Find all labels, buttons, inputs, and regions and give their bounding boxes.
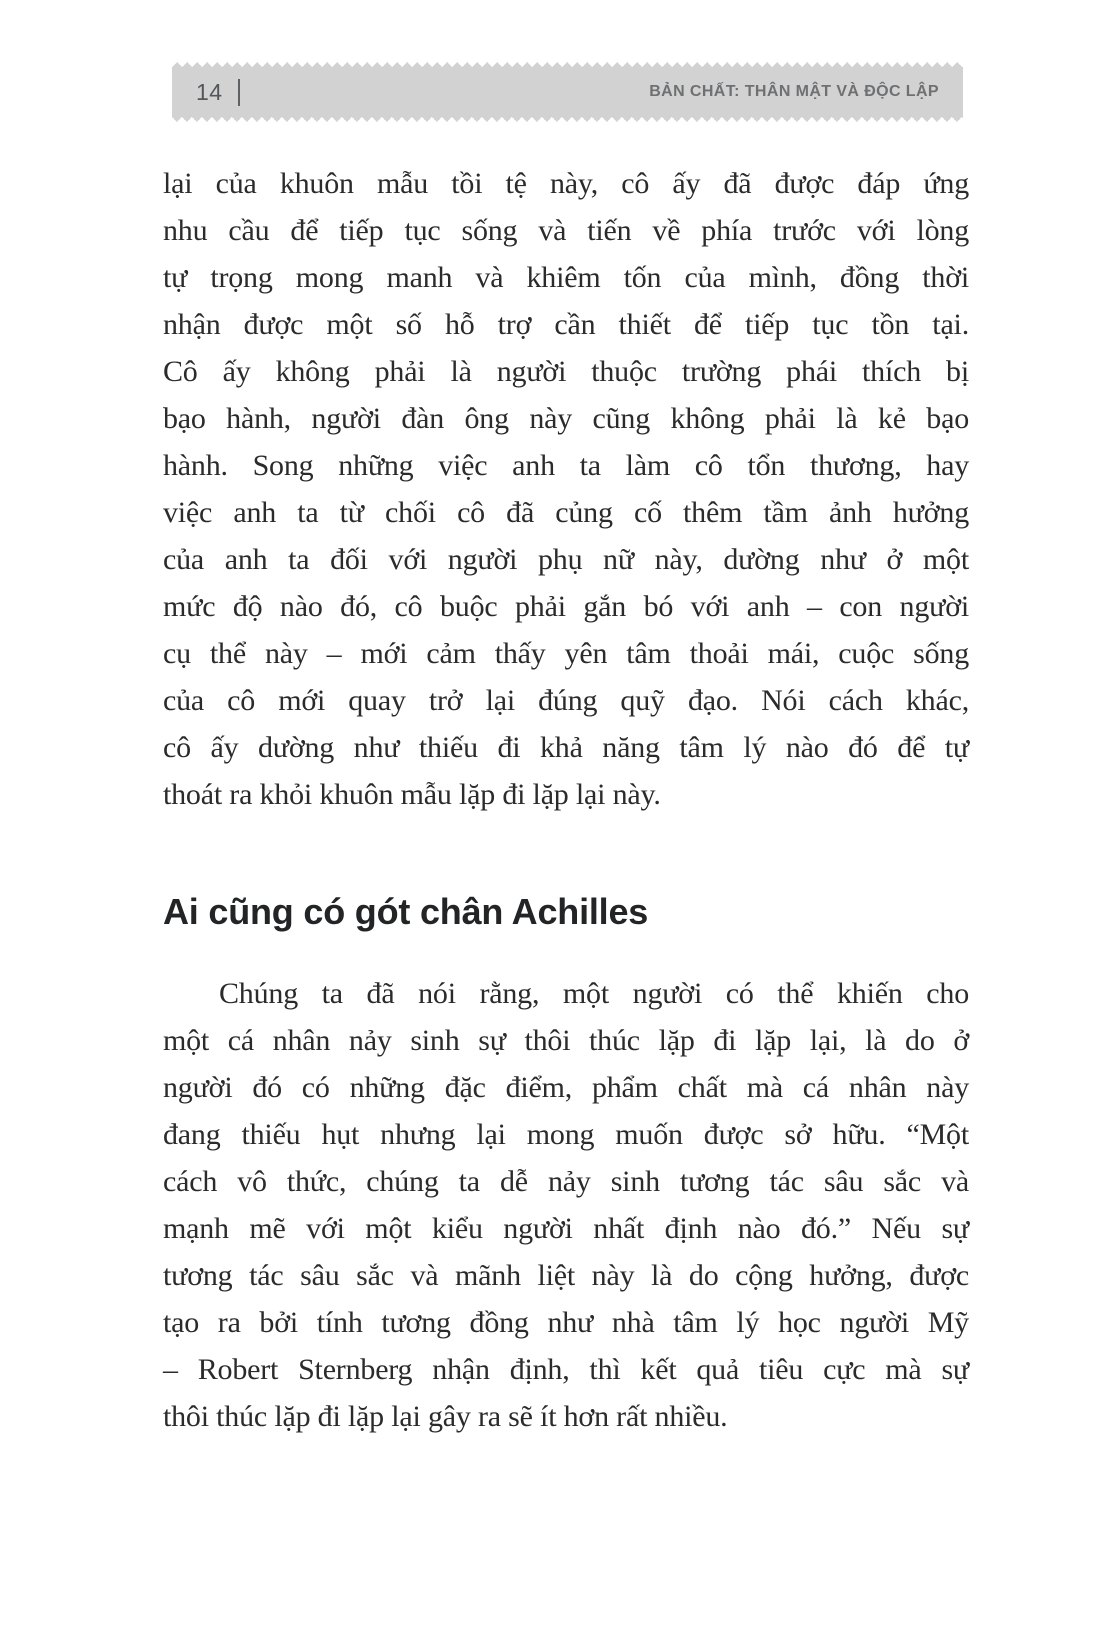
- running-title: BẢN CHẤT: THÂN MẬT VÀ ĐỘC LẬP: [649, 83, 939, 100]
- header-banner: [172, 67, 963, 117]
- text-line: nhận được một số hỗ trợ cần thiết để tiếp tục tồn tại.: [163, 308, 969, 341]
- text-line: cách vô thức, chúng ta dễ nảy sinh tương tác sâu sắc và: [163, 1165, 969, 1198]
- text-line: tương tác sâu sắc và mãnh liệt này là do cộng hưởng, được: [163, 1259, 969, 1292]
- header-separator-bar: [238, 79, 240, 106]
- text-line: tự trọng mong manh và khiêm tốn của mình, đồng thời: [163, 261, 969, 294]
- page-header: [172, 62, 963, 122]
- text-line: thôi thúc lặp đi lặp lại gây ra sẽ ít hơn rất nhiều.: [163, 1400, 728, 1433]
- text-line: mạnh mẽ với một kiểu người nhất định nào đó.” Nếu sự: [163, 1212, 969, 1245]
- section-heading: Ai cũng có gót chân Achilles: [163, 891, 649, 932]
- text-line: cụ thể này – mới cảm thấy yên tâm thoải mái, cuộc sống: [163, 637, 969, 670]
- text-line: bạo hành, người đàn ông này cũng không phải là kẻ bạo: [163, 402, 969, 435]
- paragraph-continuation: [163, 160, 969, 818]
- text-line: một cá nhân nảy sinh sự thôi thúc lặp đi lặp lại, là do ở: [163, 1024, 969, 1057]
- text-line: hành. Song những việc anh ta làm cô tổn thương, hay: [163, 449, 969, 482]
- text-line: – Robert Sternberg nhận định, thì kết quả tiêu cực mà sự: [163, 1353, 969, 1386]
- text-line: cô ấy dường như thiếu đi khả năng tâm lý nào đó để tự: [163, 731, 969, 764]
- text-line: Cô ấy không phải là người thuộc trường phái thích bị: [163, 355, 969, 388]
- text-line: việc anh ta từ chối cô đã củng cố thêm tầm ảnh hưởng: [163, 496, 969, 529]
- text-line: thoát ra khỏi khuôn mẫu lặp đi lặp lại này.: [163, 778, 661, 811]
- page-content: [163, 160, 969, 1440]
- page-number: 14: [196, 78, 223, 105]
- text-line: tạo ra bởi tính tương đồng như nhà tâm lý học người Mỹ: [163, 1306, 969, 1339]
- text-line: nhu cầu để tiếp tục sống và tiến về phía trước với lòng: [163, 214, 969, 247]
- paragraph-achilles: [163, 970, 969, 1440]
- text-line: Chúng ta đã nói rằng, một người có thể khiến cho: [219, 977, 969, 1010]
- text-line: của cô mới quay trở lại đúng quỹ đạo. Nói cách khác,: [163, 684, 969, 717]
- text-line: người đó có những đặc điểm, phẩm chất mà cá nhân này: [163, 1071, 969, 1104]
- text-line: lại của khuôn mẫu tồi tệ này, cô ấy đã được đáp ứng: [163, 167, 969, 200]
- header-zigzag-bottom-edge: [172, 117, 963, 122]
- text-line: của anh ta đối với người phụ nữ này, dường như ở một: [163, 543, 969, 576]
- text-line: đang thiếu hụt nhưng lại mong muốn được sở hữu. “Một: [163, 1118, 969, 1151]
- text-line: mức độ nào đó, cô buộc phải gắn bó với anh – con người: [163, 590, 969, 623]
